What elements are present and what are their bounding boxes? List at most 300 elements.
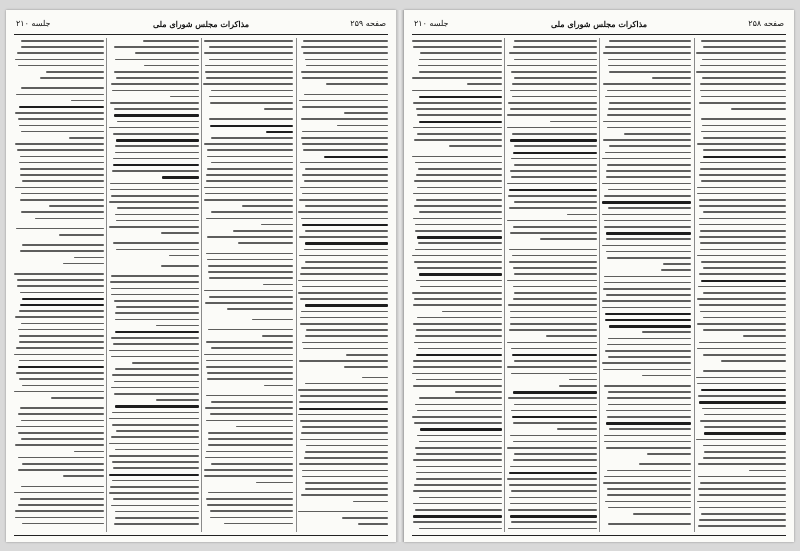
speaker-name-line	[19, 106, 104, 108]
text-line	[420, 286, 502, 288]
text-line	[701, 261, 786, 263]
text-line	[703, 329, 787, 331]
text-line	[69, 137, 104, 139]
text-line	[210, 517, 294, 519]
text-line	[300, 323, 388, 325]
text-line	[602, 362, 691, 364]
text-line	[417, 317, 502, 319]
text-line	[111, 436, 199, 438]
text-line	[455, 391, 502, 393]
text-line	[509, 329, 597, 331]
text-line	[699, 218, 786, 220]
text-line	[417, 187, 502, 189]
text-line	[59, 234, 104, 236]
text-line	[511, 71, 596, 73]
left-page-column-2	[109, 38, 199, 532]
text-line	[114, 71, 198, 73]
text-line	[412, 156, 502, 158]
text-line	[14, 273, 104, 275]
text-line	[449, 145, 502, 147]
text-line	[114, 523, 199, 525]
speaker-name-line	[510, 515, 597, 517]
text-line	[703, 149, 786, 151]
text-line	[208, 438, 293, 440]
text-line	[20, 156, 104, 158]
text-line	[303, 348, 388, 350]
text-line	[19, 162, 104, 164]
text-line	[701, 40, 786, 42]
text-line	[413, 102, 502, 104]
text-line	[698, 488, 786, 490]
text-line	[161, 232, 198, 234]
text-line	[511, 490, 597, 492]
text-line	[509, 52, 596, 54]
text-line	[419, 59, 502, 61]
text-line	[604, 435, 691, 437]
text-line	[415, 509, 502, 511]
text-line	[508, 509, 596, 511]
text-line	[16, 347, 104, 349]
text-line	[510, 466, 597, 468]
text-line	[417, 114, 502, 116]
text-line	[721, 360, 786, 362]
text-line	[19, 335, 104, 337]
text-line	[419, 528, 502, 530]
text-line	[209, 296, 293, 298]
text-line	[700, 168, 786, 170]
speaker-name-line	[416, 354, 502, 356]
text-line	[18, 65, 104, 67]
text-line	[17, 279, 105, 281]
text-line	[699, 273, 786, 275]
text-line	[696, 52, 786, 54]
text-line	[414, 342, 502, 344]
text-line	[609, 428, 691, 430]
text-line	[302, 476, 388, 478]
text-line	[607, 397, 691, 399]
speaker-name-line	[703, 156, 786, 158]
speaker-name-line	[605, 313, 692, 315]
text-line	[21, 87, 104, 89]
text-line	[204, 52, 293, 54]
right-page-columns	[412, 38, 786, 532]
text-line	[207, 259, 294, 261]
text-line	[299, 100, 388, 102]
text-line	[514, 273, 597, 275]
text-line	[512, 83, 597, 85]
speaker-name-line	[305, 242, 388, 244]
text-line	[703, 211, 786, 213]
text-line	[514, 292, 597, 294]
text-line	[156, 325, 199, 327]
text-line	[205, 302, 294, 304]
text-line	[209, 46, 293, 48]
text-line	[210, 413, 293, 415]
text-line	[15, 143, 104, 145]
left-page-title: مذاکرات مجلس شورای ملی	[152, 19, 250, 29]
text-line	[114, 108, 199, 110]
speaker-name-line	[419, 121, 502, 123]
text-line	[115, 511, 198, 513]
text-line	[608, 507, 691, 509]
text-line	[700, 420, 786, 422]
text-line	[302, 77, 388, 79]
text-line	[697, 348, 786, 350]
text-line	[603, 139, 691, 141]
text-line	[607, 114, 691, 116]
text-line	[663, 263, 691, 265]
text-line	[21, 40, 104, 42]
text-line	[703, 354, 786, 356]
text-line	[21, 420, 104, 422]
text-line	[21, 211, 104, 213]
text-line	[113, 242, 199, 244]
text-line	[63, 475, 104, 477]
text-line	[699, 342, 786, 344]
text-line	[206, 180, 293, 182]
speaker-name-line	[114, 114, 198, 116]
text-line	[207, 504, 293, 506]
text-line	[415, 447, 502, 449]
speaker-name-line	[22, 298, 104, 300]
text-line	[114, 381, 199, 383]
text-line	[699, 236, 786, 238]
text-line	[609, 71, 691, 73]
text-line	[604, 385, 691, 387]
text-line	[701, 96, 786, 98]
text-line	[209, 96, 294, 98]
text-line	[607, 164, 692, 166]
text-line	[603, 83, 691, 85]
text-line	[697, 383, 786, 385]
text-line	[206, 360, 293, 362]
text-line	[16, 372, 104, 374]
text-line	[303, 149, 388, 151]
text-line	[419, 71, 502, 73]
text-line	[743, 335, 786, 337]
text-line	[511, 158, 596, 160]
text-line	[207, 156, 293, 158]
text-line	[416, 108, 502, 110]
text-line	[697, 143, 786, 145]
text-line	[161, 265, 199, 267]
text-line	[605, 46, 692, 48]
text-line	[700, 90, 786, 92]
text-line	[301, 311, 388, 313]
left-page-session-number: جلسه ۲۱۰	[16, 19, 51, 28]
text-line	[605, 152, 692, 154]
speaker-name-line	[606, 232, 691, 234]
text-line	[298, 211, 388, 213]
text-line	[22, 244, 104, 246]
text-line	[603, 369, 692, 371]
text-line	[22, 180, 104, 182]
text-line	[608, 338, 691, 340]
text-line	[608, 59, 692, 61]
text-line	[302, 470, 388, 472]
text-line	[703, 292, 786, 294]
text-line	[512, 96, 596, 98]
text-line	[210, 510, 293, 512]
text-line	[14, 391, 104, 393]
text-line	[116, 77, 199, 79]
text-line	[510, 317, 597, 319]
text-line	[15, 517, 104, 519]
text-line	[696, 439, 786, 441]
text-line	[209, 277, 293, 279]
text-line	[205, 407, 293, 409]
text-line	[74, 451, 104, 453]
text-line	[698, 395, 786, 397]
text-line	[204, 143, 293, 145]
text-line	[507, 342, 597, 344]
text-line	[206, 420, 293, 422]
text-line	[203, 83, 293, 85]
text-line	[414, 261, 502, 263]
text-line	[17, 149, 104, 151]
text-line	[19, 125, 104, 127]
text-line	[300, 395, 388, 397]
text-line	[169, 255, 198, 257]
text-line	[605, 501, 691, 503]
left-page-page-number: صفحه ۲۵۹	[350, 19, 386, 28]
text-line	[204, 290, 294, 292]
text-line	[115, 368, 199, 370]
text-line	[344, 366, 388, 368]
text-line	[358, 523, 388, 525]
text-line	[697, 255, 786, 257]
text-line	[510, 311, 596, 313]
text-line	[508, 195, 597, 197]
right-page-footer-rule	[412, 535, 786, 536]
text-line	[116, 220, 199, 222]
text-line	[302, 193, 388, 195]
text-line	[111, 288, 199, 290]
left-page-column-divider	[296, 38, 297, 532]
text-line	[300, 187, 389, 189]
text-line	[701, 513, 786, 515]
text-line	[111, 294, 199, 296]
text-line	[204, 475, 293, 477]
text-line	[699, 199, 786, 201]
text-line	[703, 457, 786, 459]
text-line	[115, 449, 199, 451]
text-line	[559, 385, 596, 387]
text-line	[605, 96, 691, 98]
left-page-column-divider	[201, 38, 202, 532]
text-line	[442, 311, 502, 313]
text-line	[602, 214, 692, 216]
text-line	[417, 133, 502, 135]
text-line	[697, 323, 786, 325]
text-line	[416, 329, 502, 331]
text-line	[117, 207, 199, 209]
text-line	[170, 96, 199, 98]
speaker-name-line	[704, 432, 786, 434]
text-line	[22, 463, 104, 465]
text-line	[20, 168, 104, 170]
text-line	[302, 426, 388, 428]
text-line	[301, 118, 388, 120]
speaker-name-line	[602, 201, 691, 203]
text-line	[413, 503, 502, 505]
text-line	[18, 432, 104, 434]
text-line	[510, 108, 597, 110]
speaker-name-line	[701, 389, 786, 391]
text-line	[207, 168, 294, 170]
text-line	[299, 360, 388, 362]
text-line	[207, 149, 294, 151]
text-line	[362, 377, 388, 379]
text-line	[109, 455, 199, 457]
text-line	[698, 476, 786, 478]
text-line	[300, 298, 388, 300]
text-line	[242, 205, 293, 207]
speaker-name-line	[512, 416, 597, 418]
text-line	[602, 300, 692, 302]
text-line	[703, 445, 786, 447]
text-line	[299, 255, 388, 257]
text-line	[413, 304, 502, 306]
text-line	[206, 174, 293, 176]
text-line	[414, 205, 502, 207]
text-line	[18, 118, 104, 120]
speaker-name-line	[302, 224, 388, 226]
left-page-column-4	[298, 38, 388, 532]
text-line	[204, 187, 293, 189]
text-line	[412, 255, 502, 257]
text-line	[416, 478, 502, 480]
text-line	[305, 168, 388, 170]
text-line	[299, 199, 388, 201]
text-line	[697, 193, 786, 195]
text-line	[109, 443, 199, 445]
text-line	[301, 494, 388, 496]
text-line	[204, 199, 293, 201]
text-line	[698, 286, 786, 288]
text-line	[419, 397, 502, 399]
text-line	[514, 453, 597, 455]
text-line	[208, 492, 294, 494]
text-line	[703, 317, 786, 319]
text-line	[299, 401, 388, 403]
speaker-name-line	[109, 474, 199, 476]
text-line	[71, 100, 104, 102]
text-line	[699, 304, 786, 306]
speaker-name-line	[699, 401, 786, 403]
text-line	[701, 180, 786, 182]
text-line	[699, 224, 786, 226]
text-line	[19, 360, 104, 362]
text-line	[609, 145, 691, 147]
text-line	[701, 131, 786, 133]
text-line	[414, 484, 503, 486]
right-page-title: مذاکرات مجلس شورای ملی	[550, 19, 648, 29]
text-line	[696, 71, 786, 73]
text-line	[700, 249, 786, 251]
speaker-name-line	[513, 152, 597, 154]
speaker-name-line	[510, 139, 597, 141]
text-line	[22, 385, 104, 387]
text-line	[606, 176, 691, 178]
text-line	[420, 52, 502, 54]
text-line	[606, 294, 691, 296]
text-line	[305, 383, 388, 385]
text-line	[697, 187, 787, 189]
text-line	[413, 323, 502, 325]
text-line	[513, 459, 597, 461]
text-line	[467, 83, 502, 85]
text-line	[514, 360, 596, 362]
text-line	[20, 292, 104, 294]
text-line	[703, 46, 786, 48]
text-line	[298, 414, 388, 416]
right-page-header	[414, 16, 784, 34]
text-line	[605, 350, 691, 352]
text-line	[19, 310, 104, 312]
text-line	[298, 511, 388, 513]
text-line	[514, 164, 596, 166]
right-page-column-2	[507, 38, 597, 532]
text-line	[607, 90, 691, 92]
text-line	[305, 205, 388, 207]
text-line	[609, 102, 691, 104]
text-line	[17, 52, 104, 54]
text-line	[414, 180, 502, 182]
text-line	[699, 174, 786, 176]
text-line	[507, 447, 596, 449]
text-line	[109, 492, 199, 494]
text-line	[507, 478, 597, 480]
text-line	[507, 114, 597, 116]
text-line	[302, 342, 388, 344]
text-line	[206, 218, 293, 220]
text-line	[607, 344, 691, 346]
text-line	[415, 335, 502, 337]
right-page-column-3	[601, 38, 691, 532]
text-line	[342, 517, 388, 519]
right-page-column-4	[696, 38, 786, 532]
left-page-header-rule	[14, 34, 388, 35]
text-line	[112, 412, 199, 414]
text-line	[413, 46, 502, 48]
text-line	[546, 335, 597, 337]
text-line	[111, 505, 199, 507]
text-line	[209, 118, 293, 120]
text-line	[18, 457, 104, 459]
text-line	[513, 441, 597, 443]
text-line	[540, 238, 596, 240]
text-line	[207, 378, 293, 380]
text-line	[113, 158, 199, 160]
text-line	[508, 102, 597, 104]
text-line	[114, 393, 198, 395]
text-line	[569, 379, 596, 381]
text-line	[261, 224, 293, 226]
text-line	[697, 298, 786, 300]
text-line	[206, 253, 293, 255]
text-line	[510, 170, 597, 172]
text-line	[609, 40, 691, 42]
text-line	[300, 162, 388, 164]
text-line	[238, 242, 294, 244]
text-line	[416, 472, 502, 474]
speaker-name-line	[419, 96, 502, 98]
text-line	[19, 341, 104, 343]
text-line	[305, 261, 388, 263]
text-line	[252, 319, 294, 321]
text-line	[606, 238, 691, 240]
